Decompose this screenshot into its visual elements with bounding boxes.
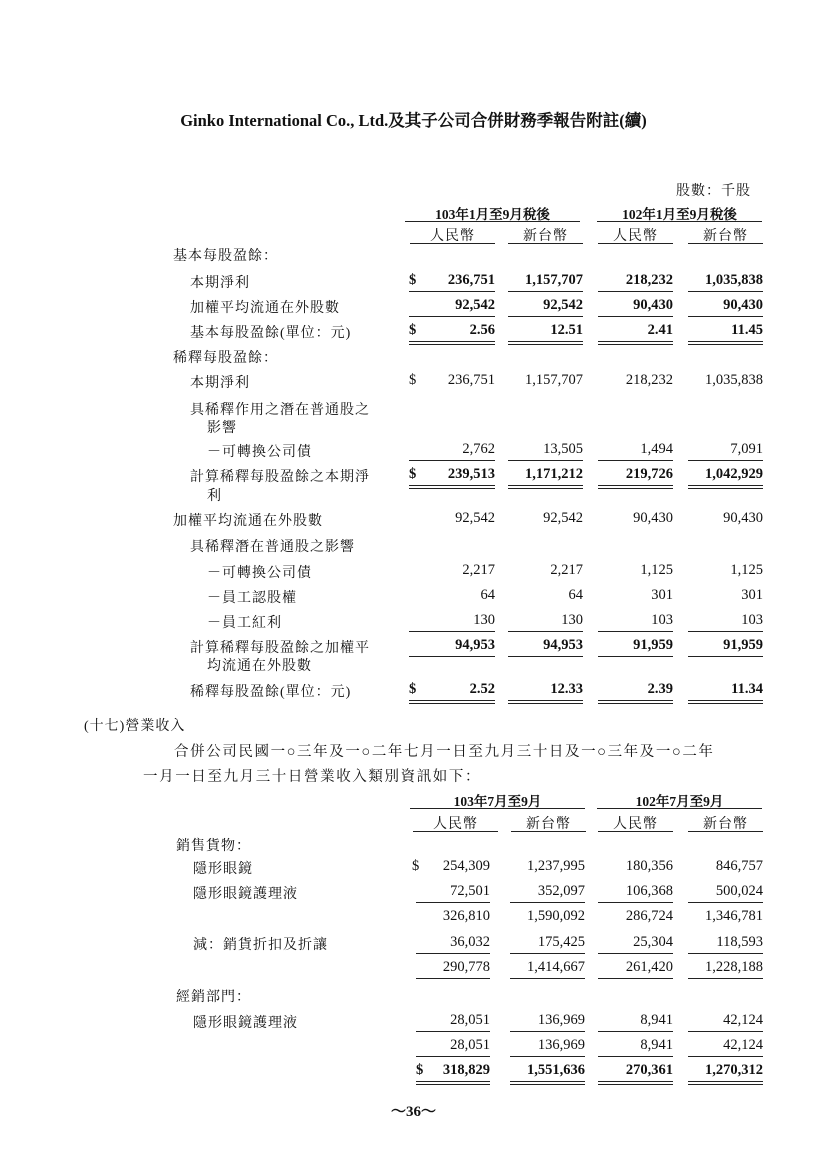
cell-underline: [688, 341, 763, 345]
cell-underline: [598, 1056, 673, 1057]
cell-underline: [409, 291, 495, 292]
eps-cell: 236,751: [447, 272, 495, 288]
cell-underline: [598, 485, 673, 489]
cell-underline: [409, 341, 495, 345]
eps-row-label: －員工紅利: [207, 616, 282, 631]
cell-underline: [510, 902, 585, 903]
cell-underline: [598, 953, 673, 954]
section-para-line1: 合併公司民國一○三年及一○二年七月一日至九月三十日及一○三年及一○二年: [174, 744, 715, 760]
eps-cell: 92,542: [543, 297, 583, 313]
cell-underline: [409, 656, 495, 657]
eps-cell: 218,232: [625, 372, 673, 388]
eps-cell: 13,505: [543, 441, 583, 457]
cell-underline: [598, 316, 673, 317]
eps-cell: 1,157,707: [525, 272, 583, 288]
eps-row-label-cont: 均流通在外股數: [207, 659, 312, 674]
revenue-cell: 136,969: [537, 1037, 585, 1053]
eps-cell: 2,762: [462, 441, 495, 457]
eps-cell: 1,157,707: [525, 372, 583, 388]
eps-cell: 236,751: [447, 372, 495, 388]
eps-cell: 90,430: [723, 510, 763, 526]
cell-underline: [510, 953, 585, 954]
page-number: ～36～: [390, 1104, 436, 1120]
cell-underline: [409, 700, 495, 704]
revenue-cell: 28,051: [450, 1012, 490, 1028]
eps-row-label: 本期淨利: [190, 276, 250, 291]
revenue-cell: 8,941: [640, 1037, 673, 1053]
eps-cell: 2.39: [647, 681, 673, 697]
revenue-cell: 36,032: [450, 934, 490, 950]
section-para-line2: 一月一日至九月三十日營業收入類別資訊如下：: [143, 769, 482, 785]
eps-cell: 1,042,929: [705, 466, 763, 482]
cell-underline: [598, 631, 673, 632]
revenue-cell: 270,361: [625, 1062, 673, 1078]
eps-cell: 1,035,838: [705, 372, 763, 388]
revenue-cell: 326,810: [442, 908, 490, 924]
eps-row-label: －可轉換公司債: [207, 445, 312, 460]
revenue-cell: 136,969: [537, 1012, 585, 1028]
eps-row-label: 計算稀釋每股盈餘之本期淨: [190, 470, 370, 485]
revenue-cell: 261,420: [625, 959, 673, 975]
cell-underline: [416, 953, 490, 954]
revenue-cell: 500,024: [715, 883, 763, 899]
cell-underline: [416, 1031, 490, 1032]
rev-period2-header: 102年7月至9月: [635, 794, 724, 809]
cell-underline: [688, 316, 763, 317]
rev-ntd-header-1: 新台幣: [526, 817, 571, 832]
eps-cell: 7,091: [730, 441, 763, 457]
eps-row-label-cont: 利: [207, 489, 222, 504]
revenue-row-label: 減：銷貨折扣及折讓: [193, 938, 328, 953]
rev-rmb-header-2: 人民幣: [613, 817, 658, 832]
cell-underline: [409, 631, 495, 632]
eps-cell: 94,953: [455, 637, 495, 653]
cell-underline: [688, 1081, 763, 1085]
eps-cell: 218,232: [625, 272, 673, 288]
eps-cell: 90,430: [633, 510, 673, 526]
cell-underline: [508, 656, 583, 657]
cell-underline: [508, 316, 583, 317]
cell-underline: [598, 978, 673, 979]
cell-underline: [416, 902, 490, 903]
cell-underline: [508, 460, 583, 461]
revenue-cell: 1,346,781: [705, 908, 763, 924]
eps-row-label: －可轉換公司債: [207, 566, 312, 581]
eps-cell: 1,125: [640, 562, 673, 578]
eps-cell: 2.56: [469, 322, 495, 338]
cell-underline: [688, 953, 763, 954]
eps-cell: 1,125: [730, 562, 763, 578]
eps-cell: 12.33: [550, 681, 583, 697]
revenue-cell: 118,593: [716, 934, 763, 950]
rev-period1-header: 103年7月至9月: [453, 794, 542, 809]
eps-period1-header: 103年1月至9月稅後: [435, 207, 550, 222]
revenue-row-label: 隱形眼鏡護理液: [193, 1016, 298, 1031]
page-title: Ginko International Co., Ltd.及其子公司合併財務季報告附註(續): [180, 111, 647, 130]
cell-underline: [688, 631, 763, 632]
eps-cell: 103: [651, 612, 673, 628]
eps-cell: 1,171,212: [525, 466, 583, 482]
eps-rmb-header-2: 人民幣: [613, 229, 658, 244]
eps-cell: 92,542: [455, 510, 495, 526]
revenue-cell: 1,237,995: [527, 858, 585, 874]
revenue-cell: 290,778: [442, 959, 490, 975]
cell-underline: [409, 485, 495, 489]
revenue-cell: 1,590,092: [527, 908, 585, 924]
cell-underline: [598, 656, 673, 657]
eps-row-label: 加權平均流通在外股數: [190, 301, 340, 316]
currency-symbol: $: [409, 681, 417, 697]
eps-cell: 239,513: [447, 466, 495, 482]
cell-underline: [508, 631, 583, 632]
revenue-cell: 72,501: [450, 883, 490, 899]
cell-underline: [598, 460, 673, 461]
eps-cell: 130: [473, 612, 495, 628]
cell-underline: [416, 1056, 490, 1057]
revenue-cell: 1,414,667: [527, 959, 585, 975]
cell-underline: [508, 700, 583, 704]
revenue-cell: 1,228,188: [705, 959, 763, 975]
eps-row-label: 加權平均流通在外股數: [173, 514, 323, 529]
cell-underline: [409, 316, 495, 317]
eps-cell: 11.45: [731, 322, 763, 338]
cell-underline: [598, 1081, 673, 1085]
currency-symbol: $: [409, 372, 417, 388]
eps-cell: 2,217: [550, 562, 583, 578]
cell-underline: [688, 485, 763, 489]
eps-cell: 64: [480, 587, 495, 603]
revenue-cell: 28,051: [450, 1037, 490, 1053]
cell-underline: [688, 1056, 763, 1057]
eps-row-label: 具稀釋作用之潛在普通股之: [190, 403, 370, 418]
eps-cell: 91,959: [633, 637, 673, 653]
revenue-row-label: 隱形眼鏡護理液: [193, 887, 298, 902]
cell-underline: [598, 341, 673, 345]
cell-underline: [688, 460, 763, 461]
revenue-cell: 175,425: [537, 934, 585, 950]
eps-row-label-cont: 影響: [207, 421, 237, 436]
revenue-cell: 25,304: [633, 934, 673, 950]
cell-underline: [409, 460, 495, 461]
eps-cell: 1,494: [640, 441, 673, 457]
cell-underline: [416, 1081, 490, 1085]
currency-symbol: $: [416, 1062, 424, 1078]
rev-rmb-header-1: 人民幣: [433, 817, 478, 832]
currency-symbol: $: [409, 322, 417, 338]
eps-cell: 2,217: [462, 562, 495, 578]
cell-underline: [688, 291, 763, 292]
rev-ntd-header-2: 新台幣: [703, 817, 748, 832]
revenue-row-label: 經銷部門：: [176, 990, 251, 1005]
eps-rmb-header-1: 人民幣: [430, 229, 475, 244]
eps-cell: 1,035,838: [705, 272, 763, 288]
eps-cell: 90,430: [633, 297, 673, 313]
cell-underline: [688, 1031, 763, 1032]
cell-underline: [598, 700, 673, 704]
eps-row-label: 基本每股盈餘(單位：元): [190, 326, 352, 341]
currency-symbol: $: [412, 858, 420, 874]
cell-underline: [688, 902, 763, 903]
revenue-cell: 254,309: [442, 858, 490, 874]
cell-underline: [416, 978, 490, 979]
cell-underline: [598, 291, 673, 292]
eps-cell: 64: [568, 587, 583, 603]
eps-cell: 2.41: [647, 322, 673, 338]
eps-row-label: 稀釋每股盈餘：: [173, 351, 278, 366]
section-heading: (十七)營業收入: [84, 719, 186, 734]
revenue-cell: 352,097: [537, 883, 585, 899]
revenue-cell: 106,368: [625, 883, 673, 899]
eps-cell: 301: [741, 587, 763, 603]
eps-cell: 103: [741, 612, 763, 628]
eps-cell: 130: [561, 612, 583, 628]
cell-underline: [510, 978, 585, 979]
eps-cell: 92,542: [455, 297, 495, 313]
eps-cell: 12.51: [550, 322, 583, 338]
eps-cell: 94,953: [543, 637, 583, 653]
revenue-cell: 318,829: [442, 1062, 490, 1078]
eps-cell: 92,542: [543, 510, 583, 526]
revenue-cell: 42,124: [723, 1037, 763, 1053]
revenue-cell: 286,724: [625, 908, 673, 924]
eps-ntd-header-1: 新台幣: [523, 229, 568, 244]
eps-cell: 2.52: [469, 681, 495, 697]
eps-row-label: －員工認股權: [207, 591, 297, 606]
currency-symbol: $: [409, 272, 417, 288]
cell-underline: [508, 341, 583, 345]
eps-row-label: 本期淨利: [190, 376, 250, 391]
cell-underline: [510, 1081, 585, 1085]
eps-period2-header: 102年1月至9月稅後: [622, 207, 737, 222]
cell-underline: [508, 291, 583, 292]
cell-underline: [510, 1031, 585, 1032]
cell-underline: [688, 978, 763, 979]
revenue-row-label: 銷售貨物：: [176, 839, 251, 854]
eps-cell: 301: [651, 587, 673, 603]
revenue-cell: 180,356: [625, 858, 673, 874]
cell-underline: [510, 1056, 585, 1057]
revenue-row-label: 隱形眼鏡: [193, 862, 253, 877]
eps-cell: 11.34: [731, 681, 763, 697]
eps-ntd-header-2: 新台幣: [703, 229, 748, 244]
eps-row-label: 基本每股盈餘：: [173, 249, 278, 264]
revenue-cell: 1,551,636: [527, 1062, 585, 1078]
cell-underline: [508, 485, 583, 489]
unit-note: 股數：千股: [676, 184, 751, 199]
revenue-cell: 1,270,312: [705, 1062, 763, 1078]
eps-row-label: 稀釋每股盈餘(單位：元): [190, 685, 352, 700]
cell-underline: [598, 1031, 673, 1032]
eps-cell: 219,726: [625, 466, 673, 482]
revenue-cell: 42,124: [723, 1012, 763, 1028]
cell-underline: [688, 700, 763, 704]
eps-cell: 90,430: [723, 297, 763, 313]
revenue-cell: 8,941: [640, 1012, 673, 1028]
eps-cell: 91,959: [723, 637, 763, 653]
eps-row-label: 具稀釋潛在普通股之影響: [190, 540, 355, 555]
cell-underline: [688, 656, 763, 657]
revenue-cell: 846,757: [715, 858, 763, 874]
currency-symbol: $: [409, 466, 417, 482]
cell-underline: [598, 902, 673, 903]
eps-row-label: 計算稀釋每股盈餘之加權平: [190, 641, 370, 656]
